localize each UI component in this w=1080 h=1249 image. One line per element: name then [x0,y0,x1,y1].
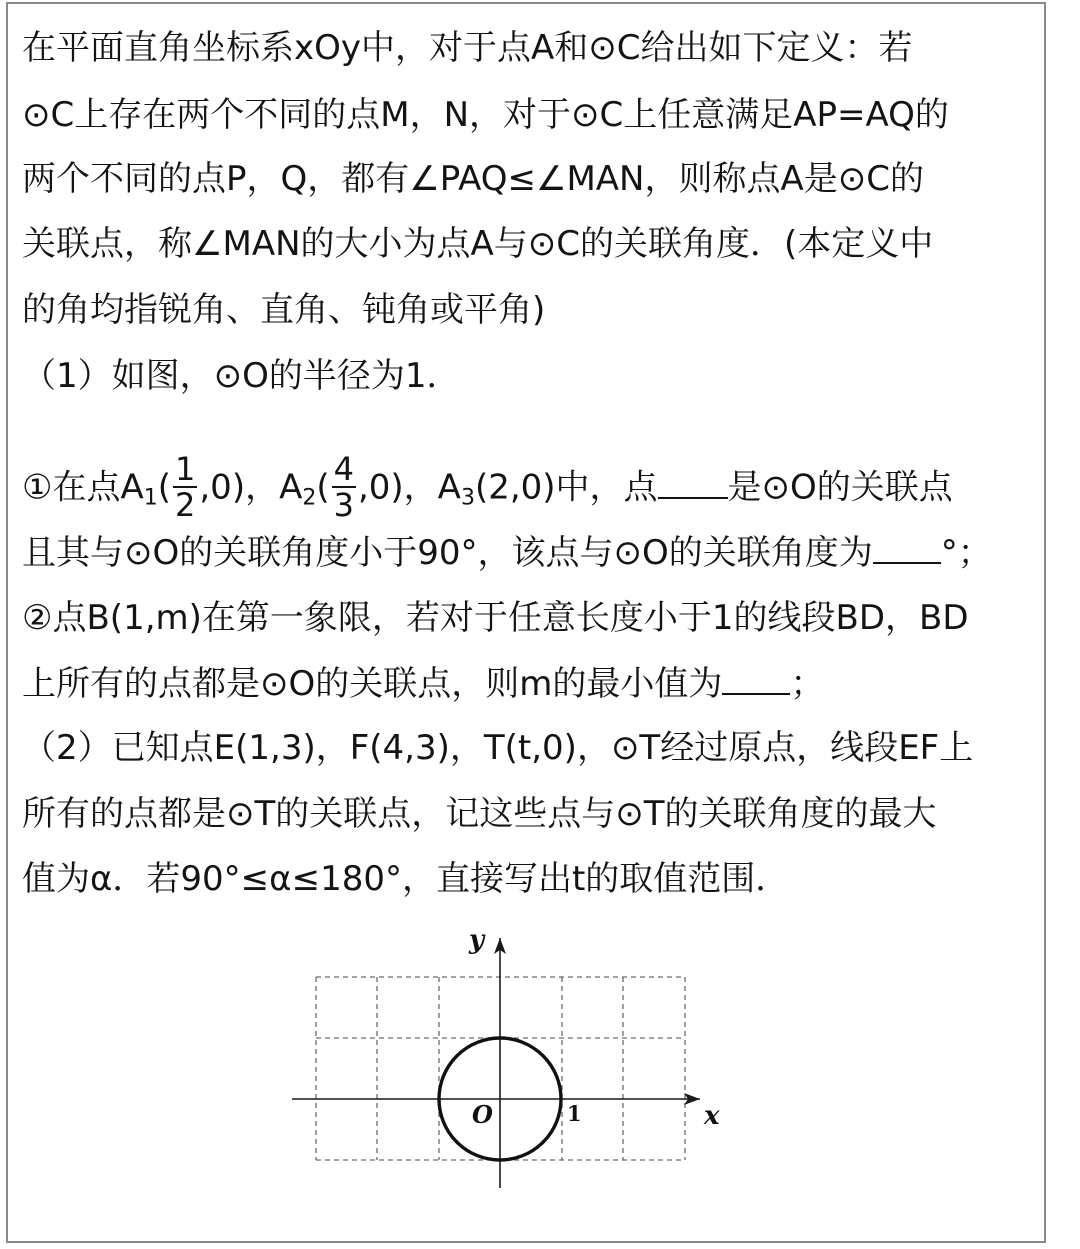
question-1-line-2 [22,532,992,573]
q1-tail: (2,0)中，点 [474,467,658,508]
intro-line-3: 两个不同的点P，Q，都有∠PAQ≤∠MAN，则称点A是⊙C的 [22,159,924,199]
q2-line2-lead: 上所有的点都是⊙O的关联点，则m的最小值为 [22,664,723,704]
q1-line2-lead: 且其与⊙O的关联角度小于90°，该点与⊙O的关联角度为 [22,533,873,573]
coordinate-figure [280,920,740,1190]
fraction-denominator: 3 [333,486,354,524]
y-axis-label: y [469,925,485,955]
fraction-numerator: 1 [175,450,196,488]
q1-lead: ①在点A [22,467,144,508]
answer-blank-2[interactable] [873,532,941,564]
x-axis-label: x [704,1101,720,1131]
fraction-numerator: 4 [333,450,354,488]
intro-line-5: 的角均指锐角、直角、钝角或平角) [22,290,546,330]
a1-open: ( [157,467,172,508]
a2-open: ( [316,467,330,508]
origin-label: O [472,1100,493,1129]
part1-header: （1）如图，⊙O的半径为1． [22,356,461,396]
a1-close: ,0)，A [199,467,303,508]
a1-subscript: 1 [143,485,158,511]
q1-after-blank: 是⊙O的关联点 [727,467,953,508]
a2-close: ,0)，A [357,467,461,508]
q1-line2-tail: °； [940,533,992,573]
intro-line-2: ⊙C上存在两个不同的点M，N，对于⊙C上任意满足AP=AQ的 [22,95,949,135]
question-2-line-1: ②点B(1,m)在第一象限，若对于任意长度小于1的线段BD，BD [22,598,969,638]
fraction-one-half [173,452,197,522]
tick-label-one: 1 [567,1101,582,1126]
part2-line-2: 所有的点都是⊙T的关联点，记这些点与⊙T的关联角度的最大 [22,794,937,834]
answer-blank-3[interactable] [722,663,790,695]
a3-subscript: 3 [460,485,475,511]
q2-line2-tail: ； [790,664,825,704]
part2-line-3: 值为α．若90°≤α≤180°，直接写出t的取值范围． [22,859,790,899]
fraction-denominator: 2 [175,486,196,524]
intro-line-1: 在平面直角坐标系xOy中，对于点A和⊙C给出如下定义：若 [22,28,913,68]
intro-line-4: 关联点，称∠MAN的大小为点A与⊙C的关联角度．(本定义中 [22,224,934,264]
fraction-four-thirds [332,452,356,522]
part2-line-1: （2）已知点E(1,3)，F(4,3)，T(t,0)，⊙T经过原点，线段EF上 [22,728,974,768]
question-2-line-2 [22,663,824,704]
answer-blank-1[interactable] [658,467,728,499]
question-1-line-1 [22,450,953,524]
a2-subscript: 2 [302,485,317,511]
